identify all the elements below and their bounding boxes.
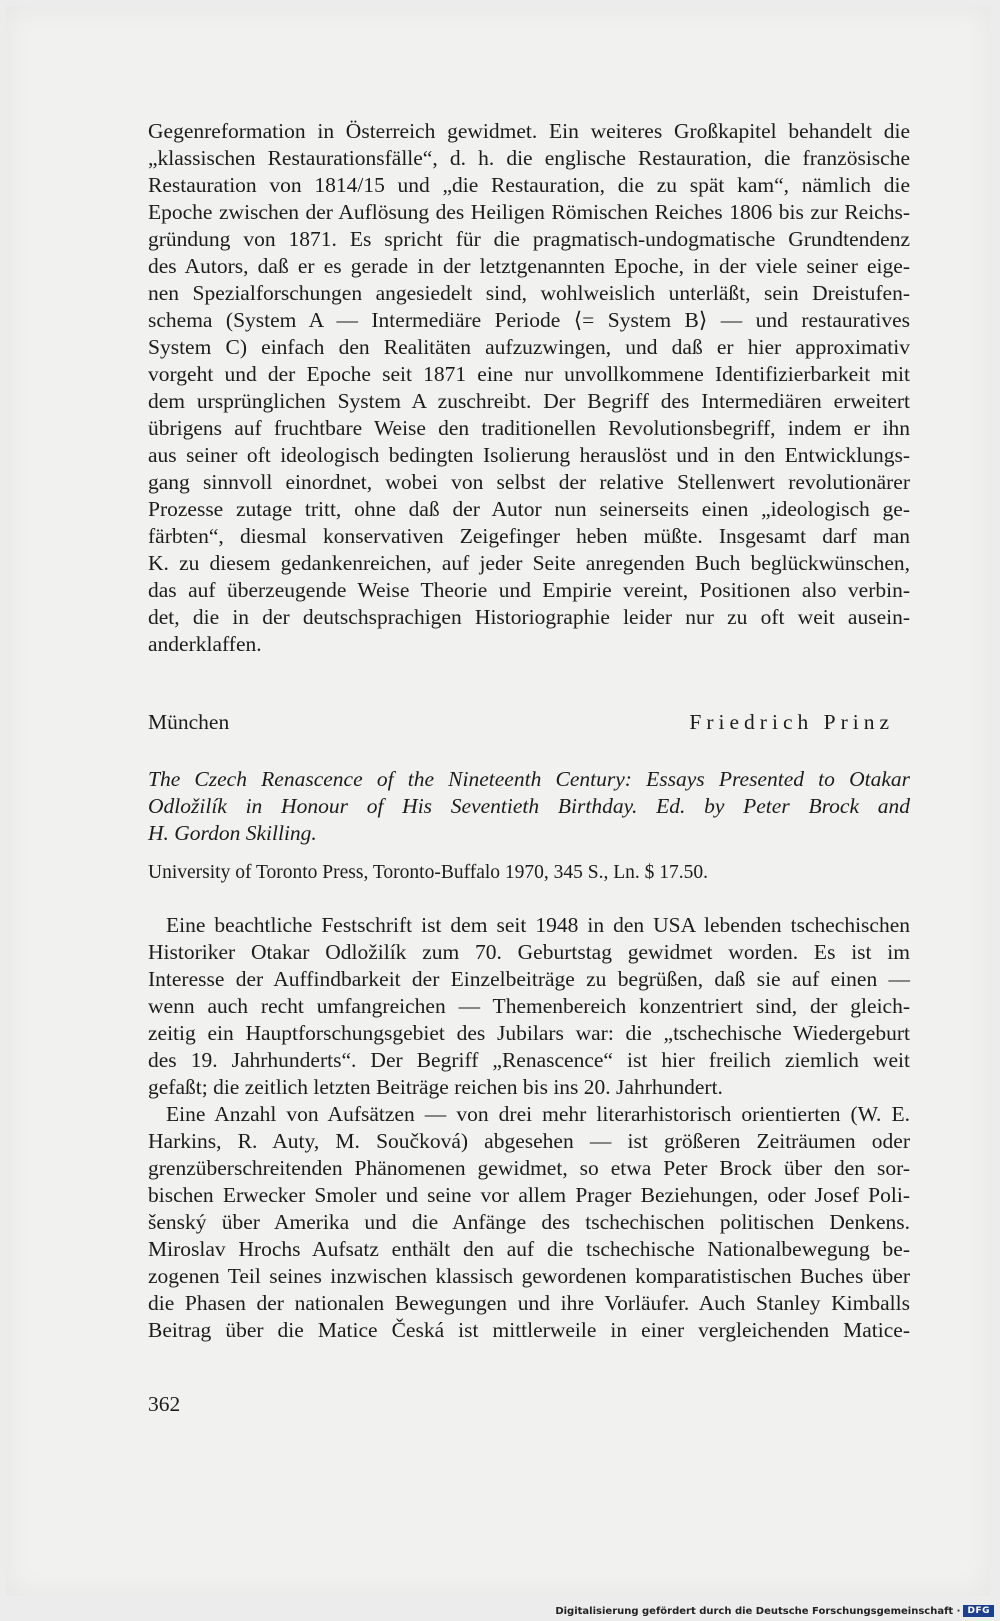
text-line: Historiker Otakar Odložilík zum 70. Geburtstag gewidmet worden. Es ist im	[148, 940, 910, 964]
review-author: Friedrich Prinz	[689, 710, 894, 734]
banner-text: Digitalisierung gefördert durch die Deutsche Forschungsgemeinschaft ·	[555, 1605, 961, 1617]
book-title-line: H. Gordon Skilling.	[148, 821, 317, 845]
text-line: aus seiner oft ideologisch bedingten Isolierung herauslöst und in den Entwicklungs-	[148, 443, 910, 467]
text-line: Miroslav Hrochs Aufsatz enthält den auf die tschechische Nationalbewegung be-	[148, 1237, 910, 1261]
text-line: färbten“, diesmal konservativen Zeigefinger heben müßte. Insgesamt darf man	[148, 524, 910, 548]
text-line: K. zu diesem gedankenreichen, auf jeder Seite anregenden Buch beglückwünschen,	[148, 551, 910, 575]
text-line: zeitig ein Hauptforschungsgebiet des Jubilars war: die „tschechische Wiedergeburt	[148, 1021, 910, 1045]
publisher-info: University of Toronto Press, Toronto-Buffalo 1970, 345 S., Ln. $ 17.50.	[148, 862, 709, 883]
text-line: gang sinnvoll einordnet, wobei von selbst der relative Stellenwert revolutionärer	[148, 470, 910, 494]
text-line: gefaßt; die zeitlich letzten Beiträge reichen bis ins 20. Jahrhundert.	[148, 1075, 723, 1099]
text-line: anderklaffen.	[148, 632, 262, 656]
text-line: grenzüberschreitenden Phänomenen gewidmet, so etwa Peter Brock über den sor-	[148, 1156, 910, 1180]
text-line: Eine Anzahl von Aufsätzen — von drei mehr literarhistorisch orientierten (W. E.	[166, 1102, 910, 1126]
text-line: vorgeht und der Epoche seit 1871 eine nur unvollkommene Identifizierbarkeit mit	[148, 362, 910, 386]
text-line: gründung von 1871. Es spricht für die pragmatisch-undogmatische Grundtendenz	[148, 227, 910, 251]
text-line: wenn auch recht umfangreichen — Themenbereich konzentriert sind, der gleich-	[148, 994, 910, 1018]
text-line: des 19. Jahrhunderts“. Der Begriff „Renascence“ ist hier freilich ziemlich weit	[148, 1048, 910, 1072]
text-line: Eine beachtliche Festschrift ist dem seit 1948 in den USA lebenden tschechischen	[166, 913, 910, 937]
text-line: dem ursprünglichen System A zuschreibt. Der Begriff des Intermediären erweitert	[148, 389, 910, 413]
text-line: zogenen Teil seines inzwischen klassisch gewordenen komparatistischen Buches über	[148, 1264, 910, 1288]
text-line: nen Spezialforschungen angesiedelt sind, wohlweislich unterläßt, sein Dreistufen-	[148, 281, 910, 305]
scanned-page	[6, 6, 990, 1596]
text-line: „klassischen Restaurationsfälle“, d. h. die englische Restauration, die französische	[148, 146, 910, 170]
book-title-line: The Czech Renascence of the Nineteenth Century: Essays Presented to Otakar	[148, 767, 910, 791]
text-line: schema (System A — Intermediäre Periode ⟨= System B⟩ — und restauratives	[148, 308, 910, 332]
dfg-logo: DFG	[963, 1605, 994, 1617]
text-line: Interesse der Auffindbarkeit der Einzelbeiträge zu begrüßen, daß sie auf einen —	[148, 967, 910, 991]
text-line: das auf überzeugende Weise Theorie und Empirie vereint, Positionen also verbin-	[148, 578, 910, 602]
text-line: Gegenreformation in Österreich gewidmet. Ein weiteres Großkapitel behandelt die	[148, 119, 910, 143]
review-place: München	[148, 710, 230, 734]
text-line: šenský über Amerika und die Anfänge des tschechischen politischen Denkens.	[148, 1210, 910, 1234]
page-number: 362	[148, 1392, 181, 1416]
text-line: bischen Erwecker Smoler und seine vor allem Prager Beziehungen, oder Josef Poli-	[148, 1183, 910, 1207]
book-title-line: Odložilík in Honour of His Seventieth Birthday. Ed. by Peter Brock and	[148, 794, 910, 818]
text-line: System C) einfach den Realitäten aufzuzwingen, und daß er hier approximativ	[148, 335, 910, 359]
text-line: Prozesse zutage tritt, ohne daß der Autor nun seinerseits einen „ideologisch ge-	[148, 497, 910, 521]
text-line: übrigens auf fruchtbare Weise den traditionellen Revolutionsbegriff, indem er ihn	[148, 416, 910, 440]
text-line: Restauration von 1814/15 und „die Restauration, die zu spät kam“, nämlich die	[148, 173, 910, 197]
text-line: det, die in der deutschsprachigen Historiographie leider nur zu oft weit ausein-	[148, 605, 910, 629]
text-line: Epoche zwischen der Auflösung des Heiligen Römischen Reiches 1806 bis zur Reichs-	[148, 200, 910, 224]
digitization-banner	[555, 1605, 994, 1617]
text-line: des Autors, daß er es gerade in der letztgenannten Epoche, in der viele seiner eige-	[148, 254, 910, 278]
text-line: Harkins, R. Auty, M. Součková) abgesehen — ist größeren Zeiträumen oder	[148, 1129, 910, 1153]
text-line: die Phasen der nationalen Bewegungen und ihre Vorläufer. Auch Stanley Kimballs	[148, 1291, 910, 1315]
text-line: Beitrag über die Matice Česká ist mittlerweile in einer vergleichenden Matice-	[148, 1318, 910, 1342]
